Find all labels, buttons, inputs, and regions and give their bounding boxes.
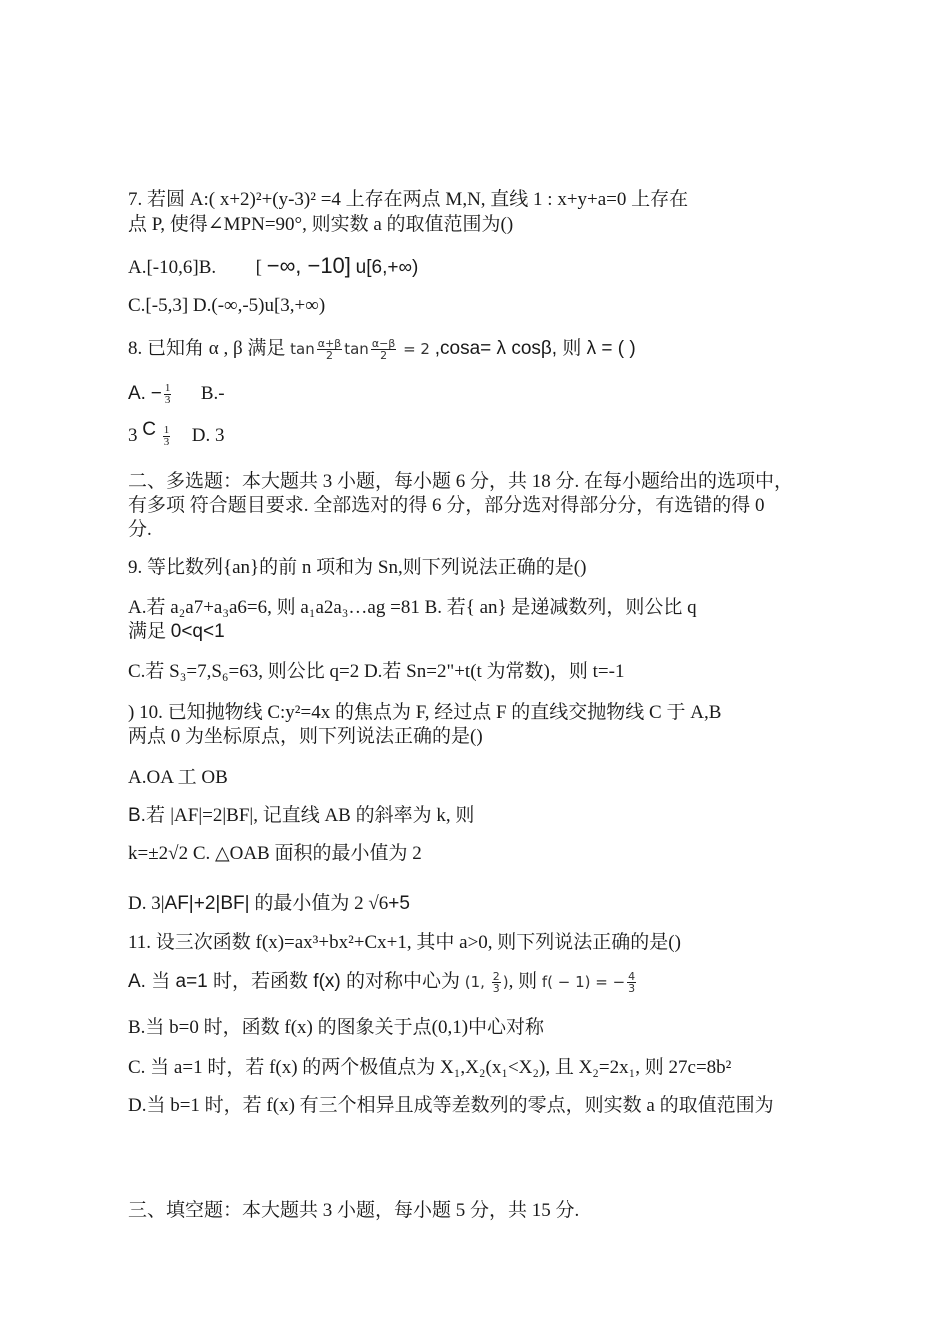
- q9-option-b-cont-label: 满足: [128, 621, 171, 642]
- q9-options-cd: C.若 S₃=7,S₆=63, 则公比 q=2 D.若 Sn=2"+t(t 为常数)，则 t=-1: [128, 661, 625, 682]
- q8-stem-suffix: ,cosa= λ cosβ, 则 λ = ( ): [434, 338, 636, 359]
- q7-option-b-rest: u[6,+∞): [355, 257, 419, 278]
- q8-option-a-den: 3: [164, 394, 171, 407]
- q10-option-d-expr: AF|+2|BF|: [164, 893, 250, 914]
- q8-tan1: tan: [290, 340, 315, 358]
- q11-fvalue-num: 4: [628, 970, 636, 983]
- q8-equals: = 2: [398, 340, 430, 358]
- q9-options-ab: A.若 a₂a7+a₃a6=6, 则 a₁a2a₃…ag =81 B. 若{ an} 是递减数列，则公比 q: [128, 597, 697, 618]
- q8-option-b: B.-: [200, 383, 225, 404]
- q8-options-cd: [128, 419, 225, 449]
- q8-option-a-frac: [164, 383, 172, 406]
- section2-heading-line2: 有多项 符合题目要求. 全部选对的得 6 分，部分选对得部分分，有选错的得 0: [128, 495, 765, 516]
- q11-stem: 11. 设三次函数 f(x)=ax³+bx²+Cx+1, 其中 a>0, 则下列说法正确的是(): [128, 932, 681, 953]
- q10-options-bc: k=±2√2 C. △OAB 面积的最小值为 2: [128, 843, 422, 864]
- q8-frac1: [317, 338, 343, 361]
- q7-option-b-math: −∞, −10]: [266, 253, 351, 278]
- q10-option-b: [128, 804, 474, 828]
- q10-stem-line2: 两点 0 为坐标原点，则下列说法正确的是(): [128, 726, 483, 747]
- q8-frac2-num: α−β: [371, 337, 396, 350]
- q10-option-d: [128, 892, 410, 916]
- q10-option-d-text: 的最小值为 2 √6: [249, 893, 389, 914]
- q8-option-d: D. 3: [191, 425, 225, 446]
- q11-option-b: B.当 b=0 时，函数 f(x) 的图象关于点(0,1)中心对称: [128, 1017, 545, 1038]
- q9-option-b-cont: [128, 620, 225, 644]
- q9-stem: 9. 等比数列{an}的前 n 项和为 Sn,则下列说法正确的是(): [128, 557, 587, 578]
- q11-fvalue-frac: [627, 971, 636, 994]
- q11-option-a-fvalue: [541, 970, 638, 995]
- q10-option-d-tail: +5: [388, 893, 410, 914]
- q11-fvalue-expr: f( − 1) = −: [541, 973, 626, 991]
- q9-option-b-cont-math: 0<q<1: [170, 621, 225, 642]
- q8-stem: [128, 337, 636, 361]
- q10-option-a: A.OA 工 OB: [128, 767, 228, 788]
- q8-frac2: [371, 338, 397, 361]
- q8-option-c-label: C: [142, 419, 156, 440]
- q7-option-b-bracket: [: [255, 257, 262, 278]
- q8-option-c-num: 1: [163, 424, 170, 437]
- q11-option-a-then: , 则: [508, 971, 542, 992]
- q8-frac1-den: 2: [325, 349, 333, 362]
- q11-option-a-text: A. 当 a=1 时，若函数 f(x) 的对称中心为: [128, 971, 461, 992]
- q11-point-close: ): [502, 973, 509, 991]
- q10-stem-line1: ) 10. 已知抛物线 C:y²=4x 的焦点为 F, 经过点 F 的直线交抛物线 C 于 A,B: [128, 702, 722, 723]
- q8-tan2: tan: [344, 340, 369, 358]
- q7-stem-line1: 7. 若圆 A:( x+2)²+(y-3)² =4 上存在两点 M,N, 直线 1 : x+y+a=0 上存在: [128, 189, 689, 210]
- q8-tan-expression: [290, 337, 435, 362]
- q11-point-den: 3: [492, 982, 500, 995]
- section2-heading-line3: 分.: [128, 519, 152, 540]
- q8-options-ab: [128, 382, 225, 406]
- q8-option-a-sign: −: [150, 383, 162, 404]
- section2-heading-line1: 二、多选题：本大题共 3 小题，每小题 6 分，共 18 分. 在每小题给出的选项中，: [128, 471, 794, 492]
- q11-fvalue-den: 3: [628, 982, 636, 995]
- q8-option-c-frac: [163, 425, 171, 448]
- q11-point-num: 2: [492, 970, 500, 983]
- q7-options-cd: C.[-5,3] D.(-∞,-5)u[3,+∞): [128, 295, 326, 316]
- q8-option-b-value: 3: [128, 425, 138, 446]
- q11-option-a-point: [464, 970, 509, 995]
- q11-option-d: D.当 b=1 时，若 f(x) 有三个相异且成等差数列的零点，则实数 a 的取值范围为: [128, 1095, 774, 1116]
- q8-frac2-den: 2: [380, 349, 388, 362]
- q11-option-a: [128, 970, 638, 994]
- section3-heading: 三、填空题：本大题共 3 小题，每小题 5 分，共 15 分.: [128, 1200, 580, 1221]
- q7-stem-line2: 点 P, 使得∠MPN=90°, 则实数 a 的取值范围为(): [128, 214, 514, 235]
- q10-option-d-label: D. 3|: [128, 893, 165, 914]
- q10-option-b-label: B.若: [128, 805, 171, 826]
- q8-option-c-den: 3: [163, 436, 170, 449]
- q11-point-open: (1,: [464, 973, 490, 991]
- q10-option-b-text: |AF|=2|BF|, 记直线 AB 的斜率为 k, 则: [170, 805, 475, 826]
- q7-option-a: A.[-10,6]B.: [128, 257, 217, 278]
- q8-option-a-label: A.: [128, 383, 146, 404]
- q8-stem-prefix: 8. 已知角 α , β 满足: [128, 338, 286, 359]
- q7-options-ab: [128, 254, 418, 280]
- q11-option-c: C. 当 a=1 时，若 f(x) 的两个极值点为 X₁,X₂(x₁<X₂), 且 X₂=2x₁, 则 27c=8b²: [128, 1057, 732, 1078]
- q8-frac1-num: α+β: [317, 337, 342, 350]
- q8-option-a-num: 1: [164, 382, 171, 395]
- q11-point-frac: [492, 971, 501, 994]
